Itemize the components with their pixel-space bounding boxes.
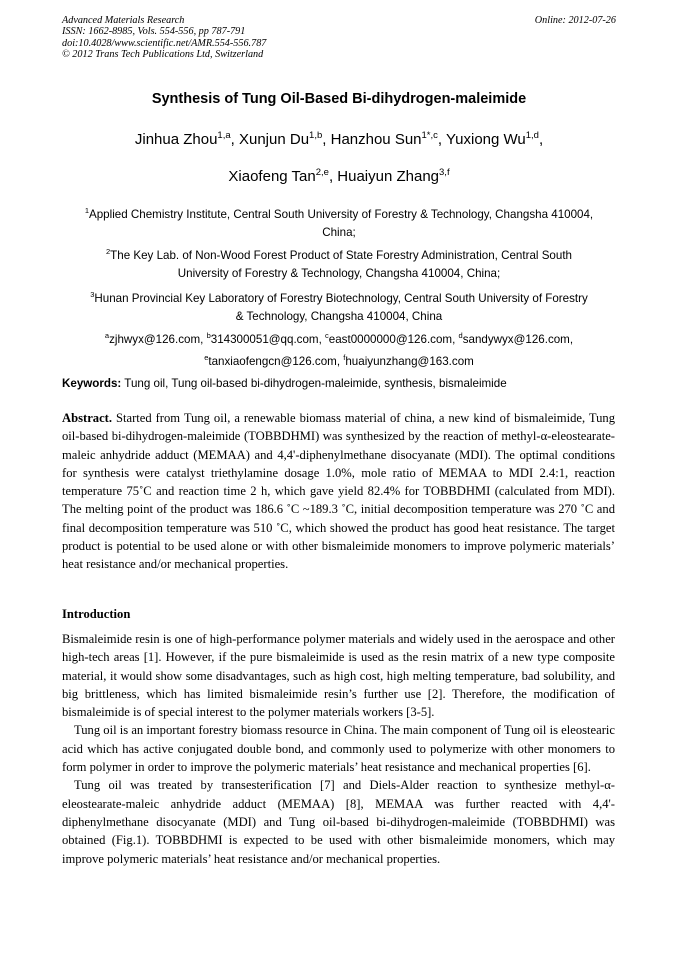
paragraph: Tung oil was treated by transesterification [7] and Diels-Alder reaction to synthesize methyl-α-eleostearate-maleic anhydride adduct (MEMAA) [8], MEMAA was further reacted with 4,4'-diphenylmethane disocyanate (MDI) and Tung oil-based bi-dihydrogen-maleimide (TOBBDHMI) was obtained (Fig.1). TOBBDHMI is expected to be used with other bismaleimide monomers, which may improve polymeric materials’ heat resistance and/or mechanical properties. — [62, 778, 615, 866]
author: Yuxiong Wu$^{1,d}$, — [445, 130, 544, 148]
author-emails: $^a$zjhwyx@126.com, $^b$314300051@qq.com, $^c$east0000000@126.com, $^d$sandywyx@126.com, $^e$tanxiaofengcn@126.com, $^f$huaiyunzhang@163.com — [104, 331, 574, 369]
keywords — [62, 377, 616, 390]
paragraph: Tung oil is an important forestry biomass resource in China. The main component of Tung oil is eleostearic acid which has active conjugated double bond, and commonly used to polymerize with other monomers to form polymer in order to improve the polymeric materials’ heat resistance and mechanical properties [6]. — [62, 723, 615, 775]
journal-name: Advanced Materials Research — [62, 15, 185, 26]
copyright-line: © 2012 Trans Tech Publications Ltd, Switzerland — [62, 49, 264, 61]
author: Huaiyun Zhang$^{3,f}$ — [337, 167, 450, 185]
issn-line: ISSN: 1662-8985, Vols. 554-556, pp 787-791 — [62, 26, 246, 38]
affiliation-1: $^1$Applied Chemistry Institute, Central South University of Forestry & Technology, Changsha 410004, China; — [84, 206, 594, 240]
abstract — [62, 409, 615, 574]
author: Hanzhou Sun$^{1*,c}$, — [330, 130, 446, 148]
author: Xunjun Du$^{1,b}$, — [238, 130, 331, 148]
email[interactable]: $^b$314300051@qq.com — [206, 331, 319, 346]
email[interactable]: $^e$tanxiaofengcn@126.com — [204, 353, 337, 369]
author: Xiaofeng Tan$^{2,e}$, — [228, 167, 338, 185]
keywords-text: Tung oil, Tung oil-based bi-dihydrogen-maleimide, synthesis, bismaleimide — [124, 377, 507, 390]
author-line-1 — [0, 130, 678, 148]
email[interactable]: $^d$sandywyx@126.com — [458, 331, 570, 346]
affiliation-2: $^2$The Key Lab. of Non-Wood Forest Product of State Forestry Administration, Central South University of Forestry & Technology, Changsha 410004, China; — [106, 247, 572, 281]
email[interactable]: $^a$zjhwyx@126.com — [104, 331, 201, 346]
paragraph: Bismaleimide resin is one of high-performance polymer materials and widely used in the aerospace and other high-tech areas [1]. However, if the pure bismaleimide is used as the resin matrix of a new type composite material, it would show some disadvantages, such as high cost, high melting temperature, bad solubility, and big brittleness, which has limited bismaleimide resin’s further use [2]. Therefore, the modification of bismaleimide is of special interest to the polymer materials workers [3-5]. — [62, 632, 615, 720]
abstract-label: Abstract. — [62, 411, 113, 425]
email[interactable]: $^f$huaiyunzhang@163.com — [343, 353, 474, 369]
author: Jinhua Zhou$^{1,a}$, — [134, 130, 239, 148]
doi-line: doi:10.4028/www.scientific.net/AMR.554-556.787 — [62, 37, 267, 49]
paper-title: Synthesis of Tung Oil-Based Bi-dihydrogen-maleimide — [151, 91, 527, 107]
introduction-body — [62, 630, 615, 868]
affiliation-3: $^3$Hunan Provincial Key Laboratory of Forestry Biotechnology, Central South University of Forestry & Technology, Changsha 410004, China — [90, 290, 588, 324]
journal-header — [62, 15, 616, 61]
section-heading-introduction: Introduction — [62, 607, 131, 621]
author-line-2 — [0, 167, 678, 185]
abstract-text: Started from Tung oil, a renewable biomass material of china, a new kind of bismaleimide, Tung oil-based bi-dihydrogen-maleimide (TOBBDHMI) was synthesized by the reaction of methyl-α-eleostearate-maleic anhydride adduct (MEMAA) and 4,4'-diphenylmethane disocyanate (MDI). The optimal conditions for synthesis were catalyst triethylamine dosage 1.0%, mole ratio of MEMAA to MDI 2.4:1, reaction temperature 75˚C and reaction time 2 h, which gave yield 82.4% for TOBBDHMI (calculated from MDI). The melting point of the product was 186.6 ˚C ~189.3 ˚C, initial decomposition temperature was 270 ˚C and final decomposition temperature was 510 ˚C, which showed the product has good heat resistance. The target product is potential to be used alone or with other bismaleimide monomers to improve polymeric materials’ heat resistance and/or mechanical properties. — [62, 411, 615, 572]
email[interactable]: $^c$east0000000@126.com — [325, 331, 453, 346]
keywords-label: Keywords: — [62, 377, 122, 390]
online-date: Online: 2012-07-26 — [534, 15, 616, 26]
